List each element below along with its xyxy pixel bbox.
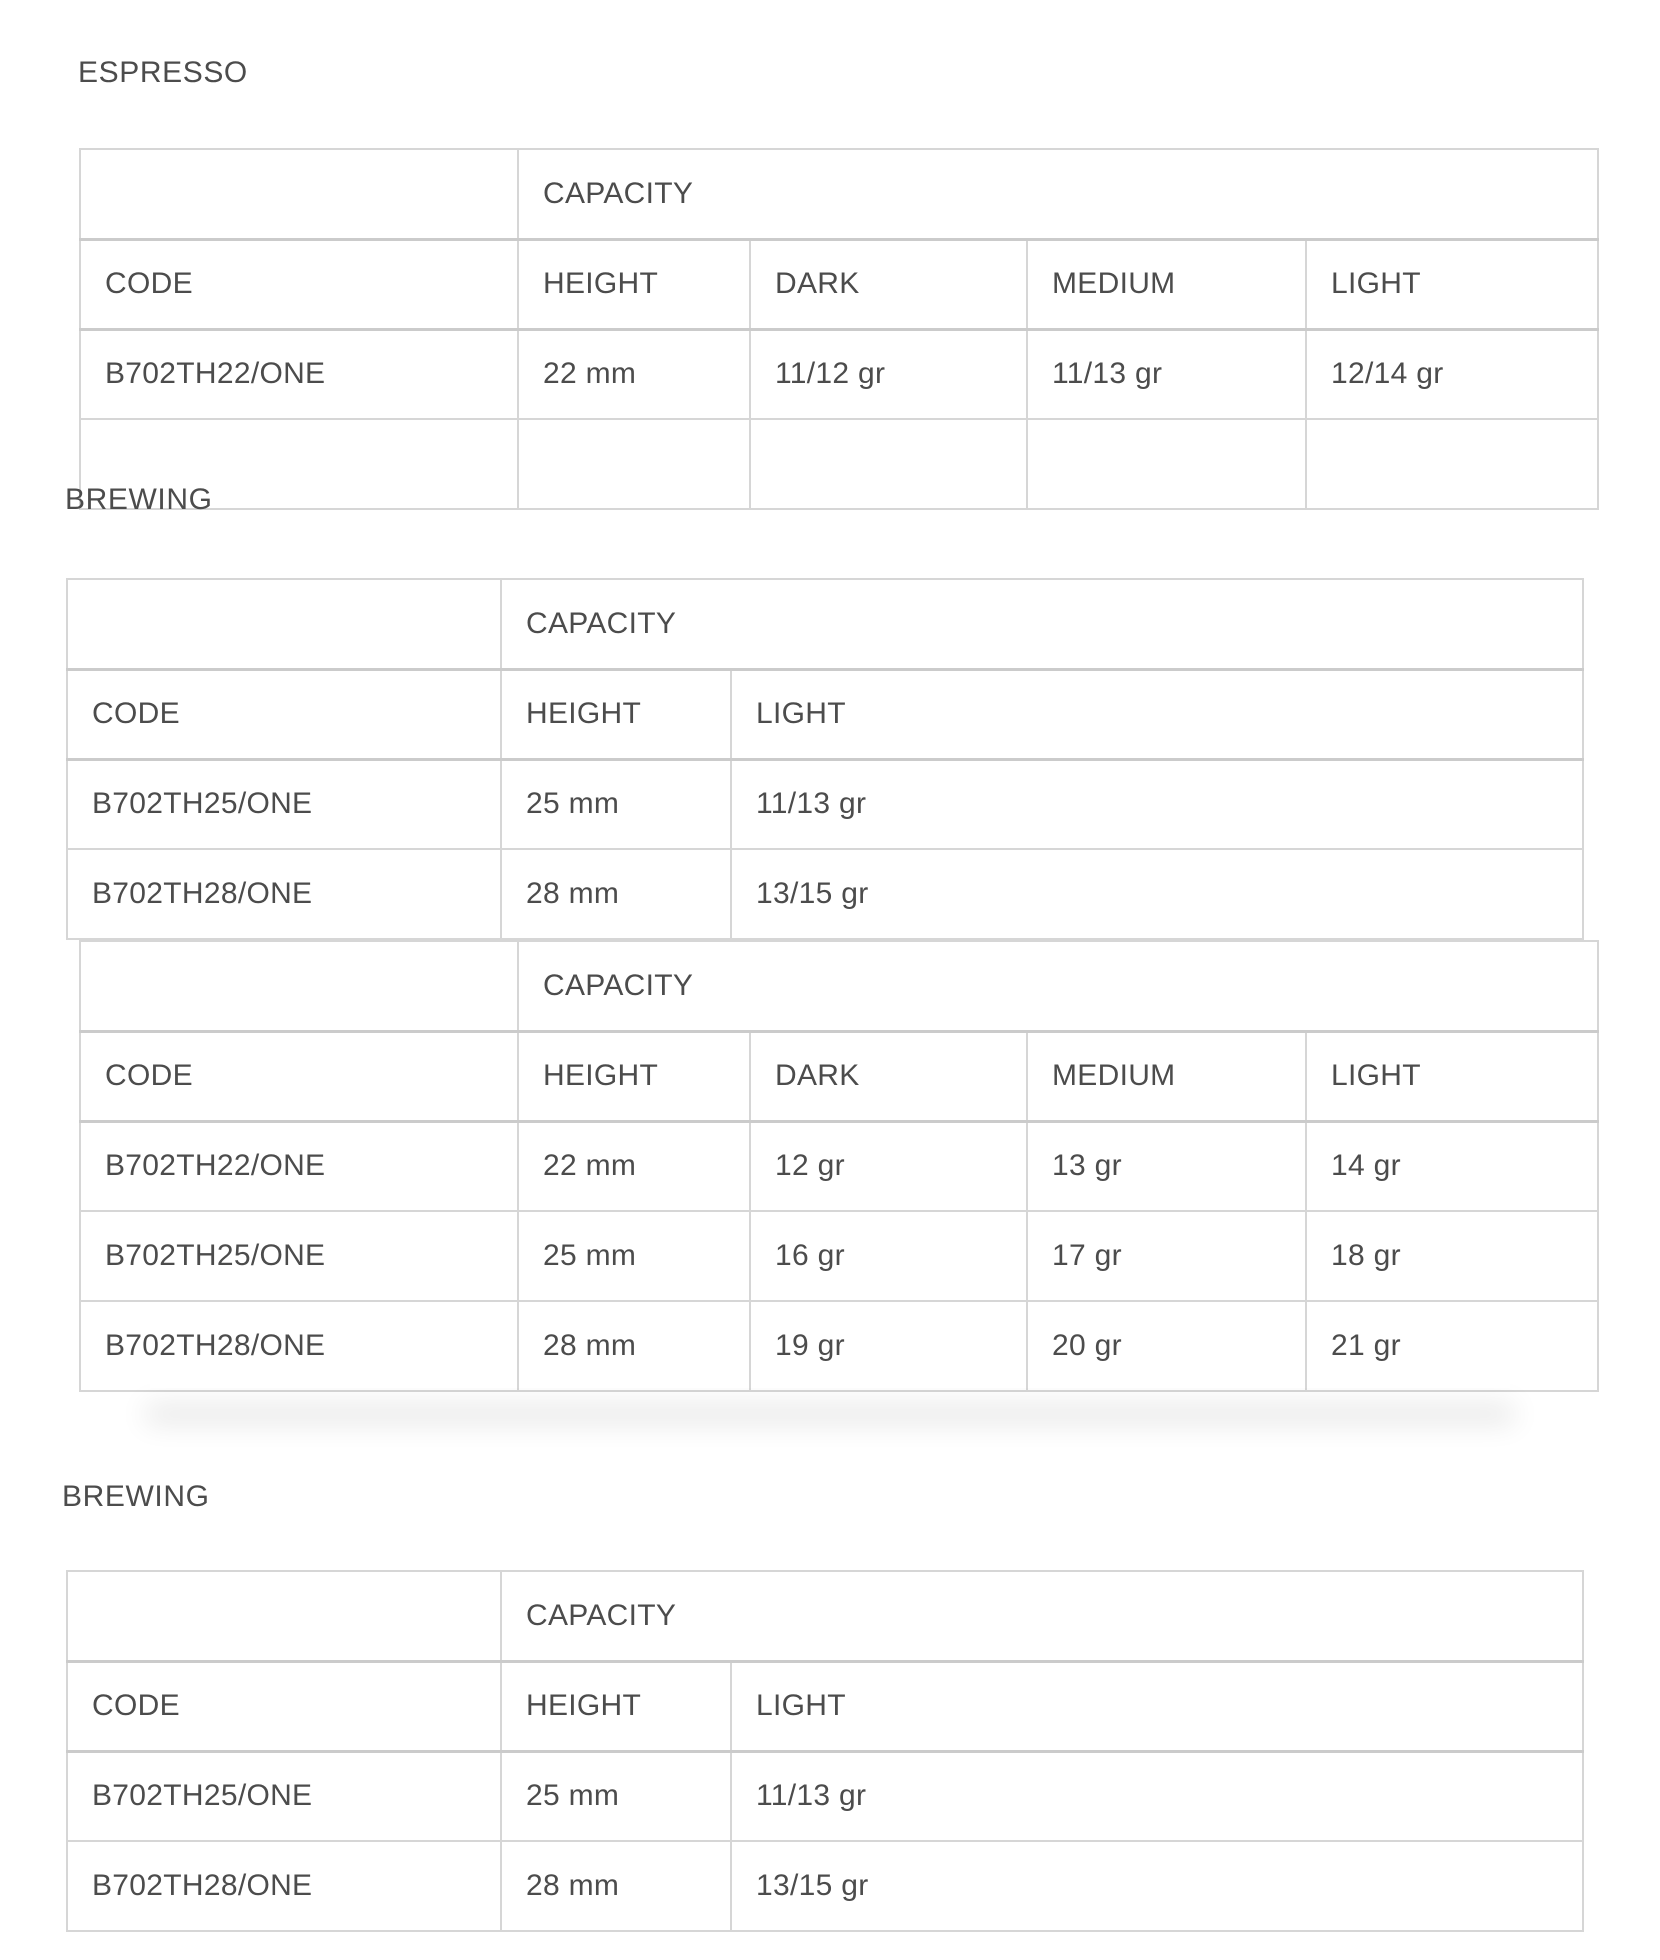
- cell-empty: [750, 419, 1027, 509]
- cell-dark: 11/12 gr: [750, 329, 1027, 419]
- cell-empty: [518, 419, 750, 509]
- cell-height: 25 mm: [501, 759, 731, 849]
- cell-code: B702TH28/ONE: [80, 1301, 518, 1391]
- capacity-row: [80, 149, 1598, 239]
- cell-medium: 11/13 gr: [1027, 329, 1306, 419]
- column-header-code: CODE: [67, 669, 501, 759]
- table-row: [80, 1211, 1598, 1301]
- table-row: [67, 1841, 1583, 1931]
- table-row: [80, 329, 1598, 419]
- column-header-dark: DARK: [750, 1031, 1027, 1121]
- column-header-code: CODE: [80, 239, 518, 329]
- cell-code: B702TH28/ONE: [67, 1841, 501, 1931]
- capacity-row-clipped: [80, 941, 1598, 1031]
- cell-height: 25 mm: [501, 1751, 731, 1841]
- empty-corner-cell: [67, 1571, 501, 1661]
- brewing-capacity-table-box: [66, 578, 1584, 940]
- cell-empty: [1027, 419, 1306, 509]
- column-header-medium: MEDIUM: [1027, 1031, 1306, 1121]
- cell-code: B702TH22/ONE: [80, 329, 518, 419]
- capacity-span-cell: CAPACITY: [518, 149, 1598, 239]
- cell-medium: 17 gr: [1027, 1211, 1306, 1301]
- cell-empty: [1306, 419, 1598, 509]
- table-row: [67, 849, 1583, 939]
- capacity-span-cell: CAPACITY: [501, 579, 1583, 669]
- column-header-light: LIGHT: [731, 669, 1583, 759]
- cell-light: 11/13 gr: [731, 1751, 1583, 1841]
- column-header-height: HEIGHT: [518, 1031, 750, 1121]
- cell-light: 21 gr: [1306, 1301, 1598, 1391]
- cell-dark: 19 gr: [750, 1301, 1027, 1391]
- cell-height: 22 mm: [518, 1121, 750, 1211]
- cell-medium: 20 gr: [1027, 1301, 1306, 1391]
- cell-light: 18 gr: [1306, 1211, 1598, 1301]
- capacity-span-cell: CAPACITY: [518, 941, 1598, 1031]
- espresso-grams-table: [79, 940, 1599, 1392]
- brewing-heading: BREWING: [65, 483, 213, 516]
- cell-code: B702TH25/ONE: [80, 1211, 518, 1301]
- cell-light: 14 gr: [1306, 1121, 1598, 1211]
- column-header-row: [67, 1661, 1583, 1751]
- column-header-code: CODE: [67, 1661, 501, 1751]
- cell-medium: 13 gr: [1027, 1121, 1306, 1211]
- column-header-light: LIGHT: [1306, 1031, 1598, 1121]
- brewing-heading-repeat: BREWING: [62, 1480, 210, 1513]
- table-row: [67, 1751, 1583, 1841]
- empty-corner-cell: [67, 579, 501, 669]
- column-header-medium: MEDIUM: [1027, 239, 1306, 329]
- column-header-dark: DARK: [750, 239, 1027, 329]
- cell-height: 28 mm: [501, 1841, 731, 1931]
- column-header-height: HEIGHT: [501, 669, 731, 759]
- capacity-row: [67, 579, 1583, 669]
- cell-code: B702TH22/ONE: [80, 1121, 518, 1211]
- column-header-light: LIGHT: [731, 1661, 1583, 1751]
- column-header-height: HEIGHT: [518, 239, 750, 329]
- cell-dark: 12 gr: [750, 1121, 1027, 1211]
- panel-bottom-shadow: [150, 1380, 1510, 1388]
- table-row: [80, 1301, 1598, 1391]
- cell-dark: 16 gr: [750, 1211, 1027, 1301]
- empty-corner-cell: [80, 941, 518, 1031]
- cell-height: 22 mm: [518, 329, 750, 419]
- table-row: [67, 759, 1583, 849]
- cell-height: 28 mm: [518, 1301, 750, 1391]
- empty-corner-cell: [80, 149, 518, 239]
- column-header-code: CODE: [80, 1031, 518, 1121]
- espresso-capacity-table-viewport: [79, 148, 1600, 449]
- brewing-capacity-table-repeat: [66, 1570, 1584, 1932]
- capacity-span-cell: CAPACITY: [501, 1571, 1583, 1661]
- cell-height: 28 mm: [501, 849, 731, 939]
- capacity-row: [67, 1571, 1583, 1661]
- brewing-capacity-table: [66, 578, 1584, 940]
- cell-light: 13/15 gr: [731, 849, 1583, 939]
- table-row-clipped: [80, 419, 1598, 509]
- column-header-row: [67, 669, 1583, 759]
- cell-code: B702TH28/ONE: [67, 849, 501, 939]
- brewing-capacity-table-repeat-box: [66, 1570, 1584, 1932]
- column-header-light: LIGHT: [1306, 239, 1598, 329]
- column-header-height: HEIGHT: [501, 1661, 731, 1751]
- table-row: [80, 1121, 1598, 1211]
- espresso-capacity-table: [79, 148, 1599, 510]
- column-header-row: [80, 1031, 1598, 1121]
- espresso-grams-table-viewport: [79, 968, 1600, 1392]
- cell-code: B702TH25/ONE: [67, 759, 501, 849]
- cell-height: 25 mm: [518, 1211, 750, 1301]
- cell-code: B702TH25/ONE: [67, 1751, 501, 1841]
- column-header-row: [80, 239, 1598, 329]
- espresso-heading: ESPRESSO: [78, 56, 248, 89]
- cell-light: 11/13 gr: [731, 759, 1583, 849]
- cell-light: 12/14 gr: [1306, 329, 1598, 419]
- cell-light: 13/15 gr: [731, 1841, 1583, 1931]
